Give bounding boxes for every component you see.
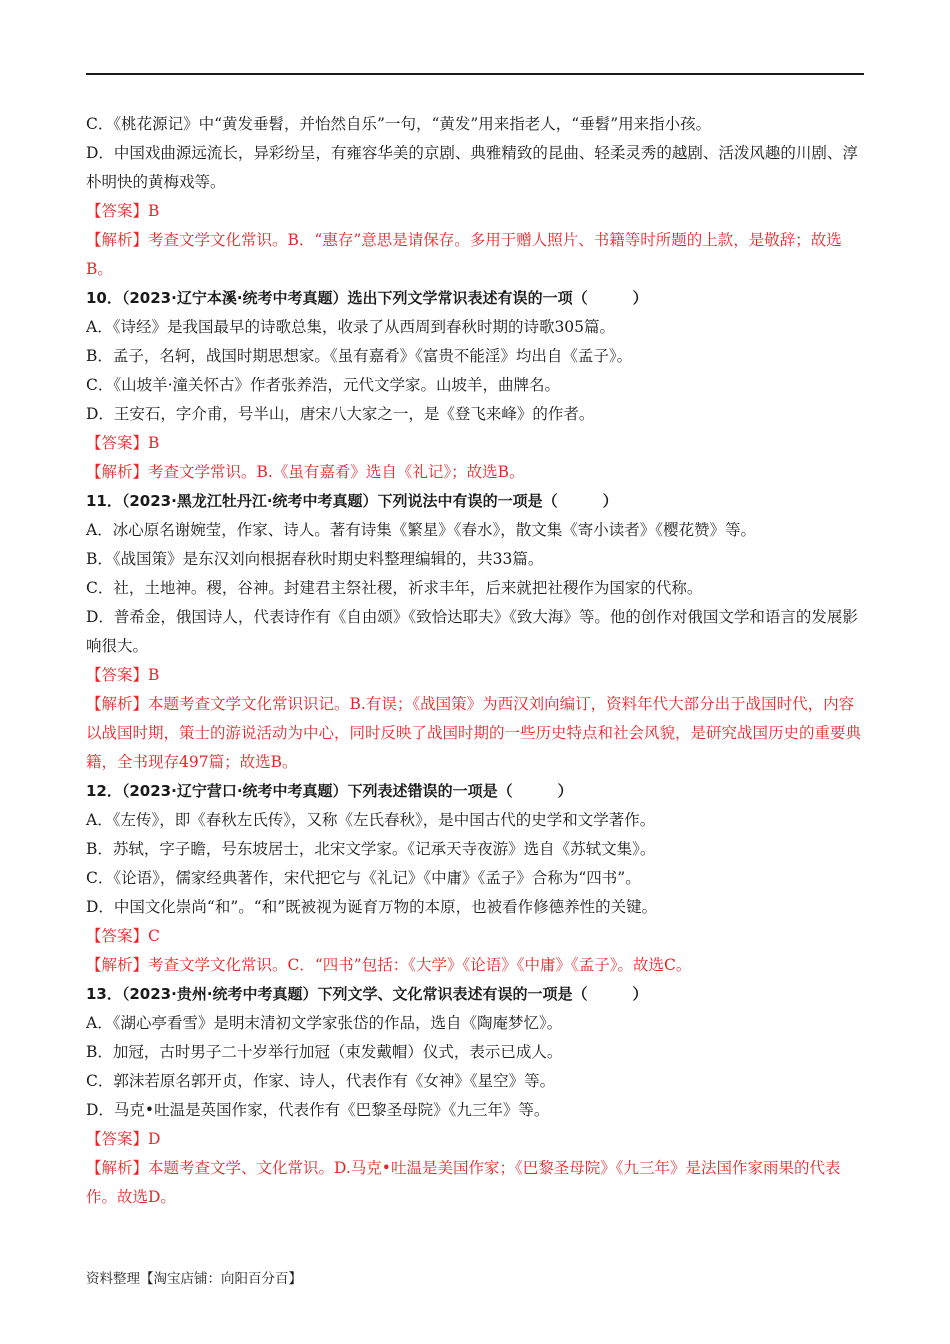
q12-answer: 【答案】C — [86, 927, 160, 945]
q10-option-a: A．《诗经》是我国最早的诗歌总集，收录了从西周到春秋时期的诗歌305篇。 — [86, 318, 616, 336]
prev-answer: 【答案】B — [86, 202, 160, 220]
q10-answer: 【答案】B — [86, 434, 160, 452]
q10-option-c: C．《山坡羊·潼关怀古》作者张养浩，元代文学家。山坡羊，曲牌名。 — [86, 376, 561, 394]
page-footer: 资料整理【淘宝店铺：向阳百分百】 — [86, 1271, 302, 1287]
q13-option-d: D．马克•吐温是英国作家，代表作有《巴黎圣母院》《九三年》等。 — [86, 1101, 550, 1119]
q10-option-b: B．孟子，名轲，战国时期思想家。《虽有嘉肴》《富贵不能淫》均出自《孟子》。 — [86, 347, 633, 365]
q12-analysis: 【解析】考查文学文化常识。C．“四书”包括：《大学》《论语》《中庸》《孟子》。故选C。 — [86, 956, 692, 974]
document-body — [86, 110, 866, 1212]
q11-option-d: D．普希金，俄国诗人，代表诗作有《自由颂》《致恰达耶夫》《致大海》等。他的创作对俄国文学和语言的发展影响很大。 — [86, 608, 858, 655]
question-11-title: 11．（2023·黑龙江牡丹江·统考中考真题）下列说法中有误的一项是（ ） — [86, 492, 618, 510]
header-rule — [86, 73, 864, 75]
q11-analysis: 【解析】本题考查文学文化常识识记。B.有误；《战国策》为西汉刘向编订，资料年代大部分出于战国时代，内容以战国时期，策士的游说活动为中心，同时反映了战国时期的一些历史特点和社会风貌，是研究战国历史的重要典籍，全书现存497篇；故选B。 — [86, 695, 862, 771]
q13-option-a: A．《湖心亭看雪》是明末清初文学家张岱的作品，选自《陶庵梦忆》。 — [86, 1014, 563, 1032]
prev-option-d: D．中国戏曲源远流长，异彩纷呈，有雍容华美的京剧、典雅精致的昆曲、轻柔灵秀的越剧、活泼风趣的川剧、淳朴明快的黄梅戏等。 — [86, 144, 858, 191]
q12-option-b: B．苏轼，字子瞻，号东坡居士，北宋文学家。《记承天寺夜游》选自《苏轼文集》。 — [86, 840, 656, 858]
prev-option-c: C．《桃花源记》中“黄发垂髫，并怡然自乐”一句，“黄发”用来指老人，“垂髫”用来指小孩。 — [86, 115, 712, 133]
q11-option-a: A．冰心原名谢婉莹，作家、诗人。著有诗集《繁星》《春水》，散文集《寄小读者》《樱花赞》等。 — [86, 521, 756, 539]
q11-option-b: B．《战国策》是东汉刘向根据春秋时期史料整理编辑的，共33篇。 — [86, 550, 544, 568]
question-10-title: 10．（2023·辽宁本溪·统考中考真题）选出下列文学常识表述有误的一项（ ） — [86, 289, 648, 307]
q12-option-d: D．中国文化崇尚“和”。“和”既被视为诞育万物的本原，也被看作修德养性的关键。 — [86, 898, 658, 916]
q10-option-d: D．王安石，字介甫，号半山，唐宋八大家之一，是《登飞来峰》的作者。 — [86, 405, 595, 423]
q12-option-c: C．《论语》，儒家经典著作，宋代把它与《礼记》《中庸》《孟子》合称为“四书”。 — [86, 869, 641, 887]
q11-option-c: C．社，土地神。稷，谷神。封建君主祭社稷，祈求丰年，后来就把社稷作为国家的代称。 — [86, 579, 703, 597]
question-13-title: 13．（2023·贵州·统考中考真题）下列文学、文化常识表述有误的一项是（ ） — [86, 985, 648, 1003]
q13-option-b: B．加冠，古时男子二十岁举行加冠（束发戴帽）仪式，表示已成人。 — [86, 1043, 563, 1061]
question-12-title: 12．（2023·辽宁营口·统考中考真题）下列表述错误的一项是（ ） — [86, 782, 573, 800]
q13-option-c: C．郭沫若原名郭开贞，作家、诗人，代表作有《女神》《星空》等。 — [86, 1072, 556, 1090]
q13-analysis: 【解析】本题考查文学、文化常识。D.马克•吐温是美国作家；《巴黎圣母院》《九三年》是法国作家雨果的代表作。故选D。 — [86, 1159, 841, 1206]
q10-analysis: 【解析】考查文学常识。B.《虽有嘉肴》选自《礼记》；故选B。 — [86, 463, 525, 481]
q12-option-a: A．《左传》，即《春秋左氏传》，又称《左氏春秋》，是中国古代的史学和文学著作。 — [86, 811, 656, 829]
q11-answer: 【答案】B — [86, 666, 160, 684]
q13-answer: 【答案】D — [86, 1130, 161, 1148]
prev-analysis: 【解析】考查文学文化常识。B．“惠存”意思是请保存。多用于赠人照片、书籍等时所题的上款，是敬辞；故选B。 — [86, 231, 842, 278]
